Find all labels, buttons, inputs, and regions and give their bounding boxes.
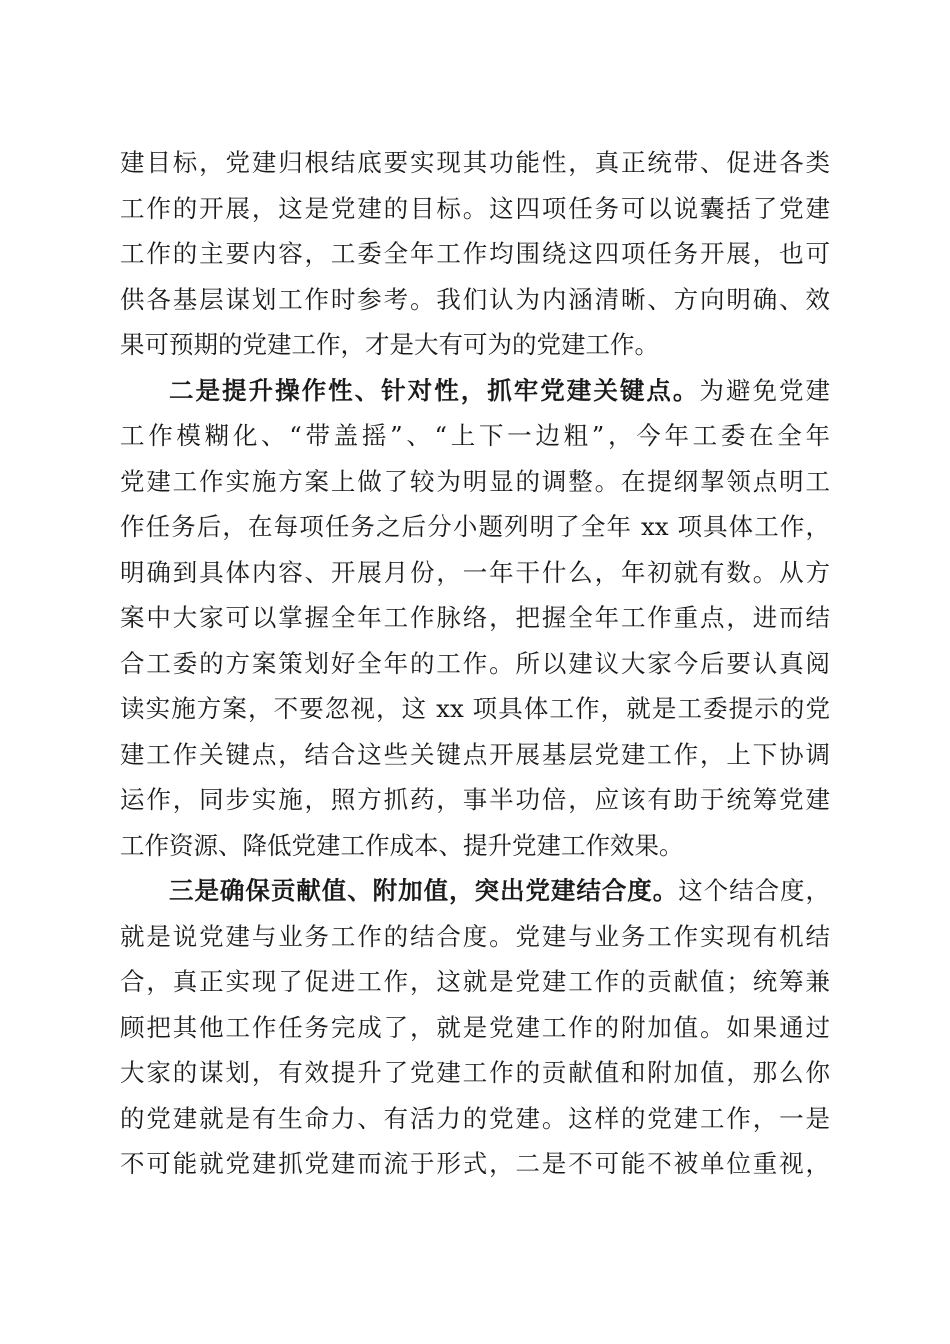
text-line: 合，真正实现了促进工作，这就是党建工作的贡献值；统筹兼: [120, 967, 830, 996]
text-line: 读实施方案，不要忽视，这 xx 项具体工作，就是工委提示的党: [120, 694, 830, 723]
text-line: 作任务后，在每项任务之后分小题列明了全年 xx 项具体工作，: [120, 512, 830, 541]
paragraph-continuation: [120, 140, 830, 368]
text-line: 工作资源、降低党建工作成本、提升党建工作效果。: [120, 830, 684, 860]
paragraph-heading: 三是确保贡献值、附加值，突出党建结合度。: [169, 876, 679, 905]
paragraph-point-three: [120, 868, 830, 1187]
text-line: 就是说党建与业务工作的结合度。党建与业务工作实现有机结: [120, 921, 830, 951]
paragraph-heading: 二是提升操作性、针对性，抓牢党建关键点。: [169, 375, 700, 405]
text-line: 的党建就是有生命力、有活力的党建。这样的党建工作，一是: [120, 1103, 830, 1133]
paragraph-point-two: [120, 368, 830, 869]
text-line: 顾把其他工作任务完成了，就是党建工作的附加值。如果通过: [120, 1012, 830, 1042]
paragraph-first-line: [120, 868, 830, 914]
text-line: 大家的谋划，有效提升了党建工作的贡献值和附加值，那么你: [120, 1058, 830, 1087]
paragraph-first-line: [120, 368, 830, 414]
text-line: 工作模糊化、“带盖摇”、“上下一边粗”，今年工委在全年: [120, 421, 830, 450]
text-line: 党建工作实施方案上做了较为明显的调整。在提纲挈领点明工: [120, 466, 830, 496]
text-line: 建工作关键点，结合这些关键点开展基层党建工作，上下协调: [120, 739, 830, 769]
text-line: 案中大家可以掌握全年工作脉络，把握全年工作重点，进而结: [120, 603, 830, 632]
text-line: 建目标，党建归根结底要实现其功能性，真正统带、促进各类: [120, 148, 830, 177]
text-line: 工作的主要内容，工委全年工作均围绕这四项任务开展，也可: [120, 239, 830, 268]
text-line: 明确到具体内容、开展月份，一年干什么，年初就有数。从方: [120, 557, 830, 587]
text-line: 果可预期的党建工作，才是大有可为的党建工作。: [120, 330, 659, 359]
text-line: 不可能就党建抓党建而流于形式，二是不可能不被单位重视，: [120, 1149, 830, 1178]
document-body: [120, 140, 830, 1187]
text-fragment: 为避免党建: [699, 375, 830, 405]
text-line: 工作的开展，这是党建的目标。这四项任务可以说囊括了党建: [120, 193, 830, 223]
text-line: 合工委的方案策划好全年的工作。所以建议大家今后要认真阅: [120, 648, 830, 678]
text-line: 供各基层谋划工作时参考。我们认为内涵清晰、方向明确、效: [120, 284, 830, 314]
text-line: 运作，同步实施，照方抓药，事半功倍，应该有助于统筹党建: [120, 785, 830, 814]
text-fragment: 这个结合度，: [678, 876, 830, 905]
